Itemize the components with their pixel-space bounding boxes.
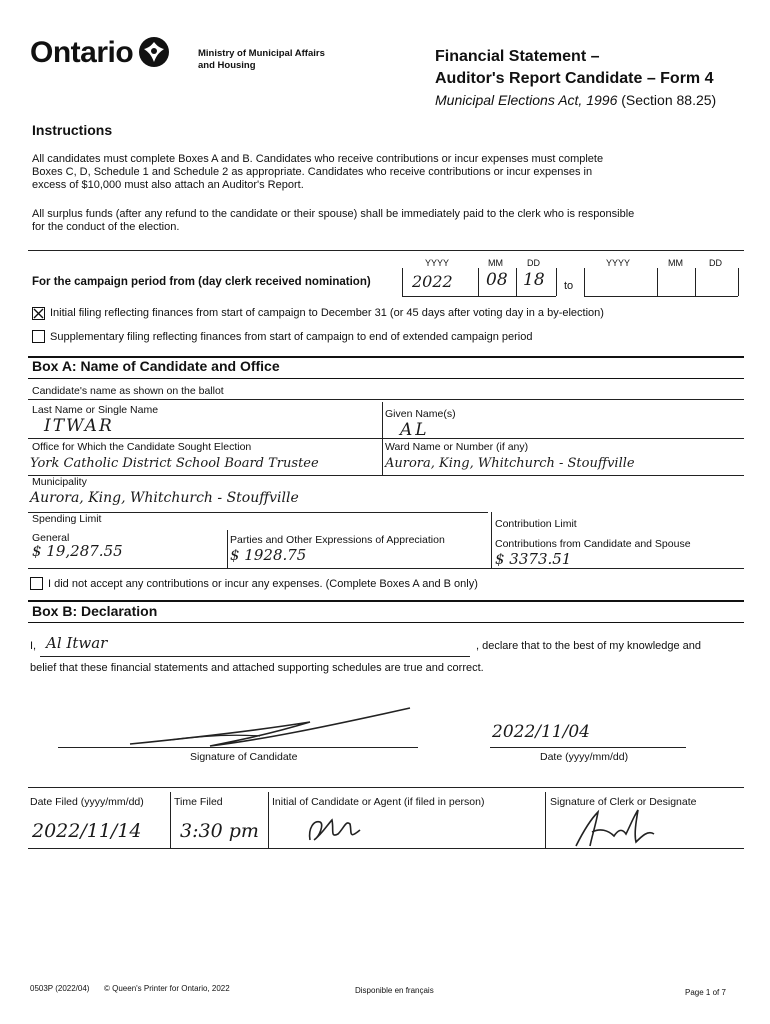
initial-image [300, 810, 370, 848]
ward-label: Ward Name or Number (if any) [385, 441, 529, 453]
divider [28, 848, 744, 849]
date-divider [584, 268, 585, 296]
date-divider [738, 268, 739, 296]
form-title-line2: Auditor's Report Candidate – Form 4 [435, 70, 714, 87]
from-dd-header: DD [527, 258, 540, 268]
ontario-logo-text: Ontario [30, 36, 134, 69]
field-divider [268, 792, 269, 848]
declaration-date-label: Date (yyyy/mm/dd) [540, 751, 629, 763]
declare-text: , declare that to the best of my knowledge and [476, 640, 702, 652]
date-divider [478, 268, 479, 296]
date-filed-field[interactable]: 2022/11/14 [32, 820, 142, 842]
date-underline [584, 296, 738, 297]
municipality-label: Municipality [32, 476, 87, 488]
divider [28, 568, 744, 569]
divider [28, 250, 744, 251]
page-number: Page 1 of 7 [685, 988, 726, 997]
divider [28, 475, 744, 476]
spending-limit-label: Spending Limit [32, 513, 102, 525]
initial-filing-label: Initial filing reflecting finances from start of campaign to December 31 (or 45 days after voting day in a by-election) [50, 307, 604, 319]
instructions-para2-line2: for the conduct of the election. [32, 221, 180, 233]
field-divider [491, 512, 492, 568]
parties-label: Parties and Other Expressions of Appreciation [230, 534, 445, 546]
field-divider [227, 530, 228, 568]
field-divider [170, 792, 171, 848]
french-note: Disponible en français [355, 986, 434, 995]
signature-line [58, 747, 418, 748]
ministry-line1: Ministry of Municipal Affairs [198, 48, 325, 59]
divider [28, 399, 744, 400]
date-filed-label: Date Filed (yyyy/mm/dd) [30, 796, 144, 808]
to-label: to [564, 280, 574, 292]
clerk-signature-image [568, 806, 668, 852]
declaration-date-field[interactable]: 2022/11/04 [492, 722, 590, 742]
act-name: Municipal Elections Act, 1996 [435, 92, 618, 108]
divider [28, 787, 744, 788]
instructions-heading: Instructions [32, 122, 113, 138]
instructions-para2-line1: All surplus funds (after any refund to the candidate or their spouse) shall be immediately paid to the clerk who is responsible [32, 208, 635, 220]
clerk-signature-label: Signature of Clerk or Designate [550, 796, 697, 808]
form-code: 0503P (2022/04) [30, 984, 90, 993]
to-dd-header: DD [709, 258, 722, 268]
last-name-field[interactable]: ITWAR [44, 416, 114, 436]
last-name-label: Last Name or Single Name [32, 404, 159, 416]
field-divider [382, 439, 383, 475]
divider [28, 438, 744, 439]
supplementary-filing-label: Supplementary filing reflecting finances from start of campaign to end of extended campaign period [50, 331, 533, 343]
box-a-heading: Box A: Name of Candidate and Office [32, 358, 280, 374]
ballot-note: Candidate's name as shown on the ballot [32, 385, 224, 397]
instructions-para1-line3: excess of $10,000 must also attach an Auditor's Report. [32, 179, 304, 191]
copyright: © Queen's Printer for Ontario, 2022 [104, 984, 230, 993]
to-yyyy-header: YYYY [606, 258, 631, 268]
ward-field[interactable]: Aurora, King, Whitchurch - Stouffville [385, 456, 635, 471]
name-underline [40, 656, 470, 657]
period-label: For the campaign period from (day clerk received nomination) [32, 276, 371, 288]
no-contrib-checkbox[interactable] [30, 577, 43, 590]
date-divider [516, 268, 517, 296]
date-divider [402, 268, 403, 296]
initial-label: Initial of Candidate or Agent (if filed in person) [272, 796, 485, 808]
initial-filing-checkbox[interactable] [32, 307, 45, 320]
candidate-signature-image [110, 700, 430, 752]
from-yyyy-header: YYYY [425, 258, 450, 268]
from-mm-field[interactable]: 08 [486, 270, 508, 290]
field-divider [382, 402, 383, 438]
time-filed-field[interactable]: 3:30 pm [180, 820, 259, 842]
date-divider [695, 268, 696, 296]
contribution-limit-label: Contribution Limit [495, 518, 577, 530]
instructions-para1-line2: Boxes C, D, Schedule 1 and Schedule 2 as appropriate. Candidates who receive contributions or incur expenses in [32, 166, 593, 178]
municipality-field[interactable]: Aurora, King, Whitchurch - Stouffville [30, 490, 299, 506]
box-b-heading: Box B: Declaration [32, 603, 158, 619]
given-name-label: Given Name(s) [385, 408, 456, 420]
form-subtitle [435, 92, 716, 108]
date-line [490, 747, 686, 748]
belief-text: belief that these financial statements and attached supporting schedules are true and correct. [30, 662, 484, 674]
field-divider [545, 792, 546, 848]
act-section: (Section 88.25) [621, 92, 717, 108]
general-field[interactable]: $ 19,287.55 [32, 542, 123, 560]
contrib-from-label: Contributions from Candidate and Spouse [495, 538, 691, 550]
to-mm-header: MM [668, 258, 683, 268]
office-label: Office for Which the Candidate Sought Election [32, 441, 252, 453]
signature-label: Signature of Candidate [190, 751, 298, 763]
date-divider [556, 268, 557, 296]
time-filed-label: Time Filed [174, 796, 223, 808]
supplementary-filing-checkbox[interactable] [32, 330, 45, 343]
contrib-field[interactable]: $ 3373.51 [495, 550, 572, 568]
trillium-logo-icon [138, 36, 170, 68]
form-title-line1: Financial Statement – [435, 48, 600, 65]
declare-i-label: I, [30, 640, 37, 652]
parties-field[interactable]: $ 1928.75 [230, 546, 307, 564]
date-divider [657, 268, 658, 296]
given-name-field[interactable]: AL [400, 420, 430, 440]
from-dd-field[interactable]: 18 [523, 270, 545, 290]
no-contrib-label: I did not accept any contributions or incur any expenses. (Complete Boxes A and B only) [48, 578, 478, 590]
ministry-line2: and Housing [198, 60, 256, 71]
checkmark-icon [33, 308, 44, 319]
from-mm-header: MM [488, 258, 503, 268]
office-field[interactable]: York Catholic District School Board Trustee [30, 456, 319, 471]
instructions-para1-line1: All candidates must complete Boxes A and B. Candidates who receive contributions or incur expenses must complete [32, 153, 604, 165]
declarant-name-field[interactable]: Al Itwar [46, 634, 108, 652]
date-underline [402, 296, 556, 297]
from-yyyy-field[interactable]: 2022 [412, 272, 453, 291]
general-label: General [32, 532, 70, 544]
